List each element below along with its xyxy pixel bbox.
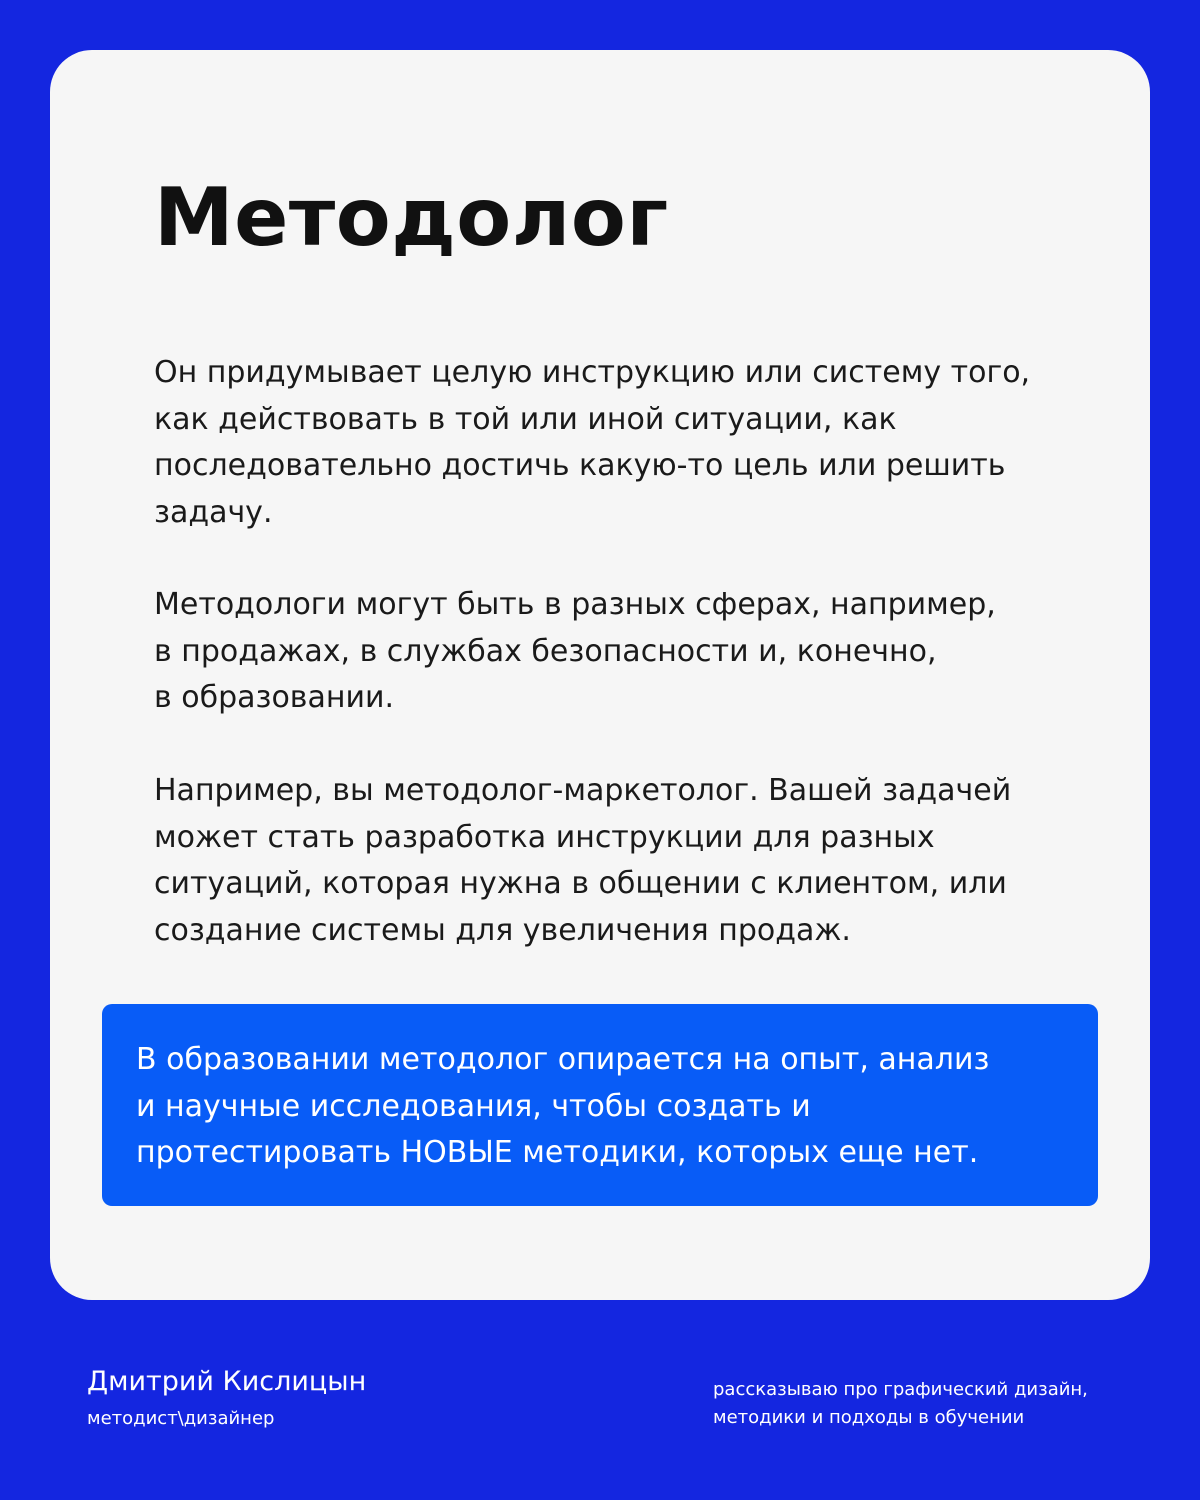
- paragraph-line: Он придумывает целую инструкцию или систему того,: [154, 355, 1031, 390]
- paragraph-line: создание системы для увеличения продаж.: [154, 912, 851, 948]
- author-role: методист\дизайнер: [87, 1408, 275, 1429]
- tagline-line: методики и подходы в обучении: [713, 1407, 1025, 1428]
- footer-tagline: [713, 1376, 1088, 1432]
- paragraph-line: последовательно достичь какую-то цель или решить: [154, 448, 1006, 483]
- paragraph-line: в продажах, в службах безопасности и, конечно,: [154, 633, 937, 669]
- paragraph-line: Методологи могут быть в разных сферах, например,: [154, 587, 996, 622]
- highlight-line: протестировать НОВЫЕ методики, которых еще нет.: [136, 1135, 979, 1170]
- highlight-text: [136, 1037, 989, 1177]
- highlight-line: В образовании методолог опирается на опыт, анализ: [136, 1042, 990, 1077]
- content-card: [50, 50, 1150, 1300]
- paragraph-line: как действовать в той или иной ситуации, как: [154, 401, 897, 437]
- paragraph-line: может стать разработка инструкции для разных: [154, 819, 935, 855]
- paragraph-line: ситуаций, которая нужна в общении с клиентом, или: [154, 866, 1007, 901]
- tagline-line: рассказываю про графический дизайн,: [713, 1379, 1088, 1400]
- paragraph-spheres: [154, 582, 996, 722]
- paragraph-example: [154, 768, 1011, 954]
- highlight-box: [102, 1004, 1098, 1206]
- highlight-line: и научные исследования, чтобы создать и: [136, 1088, 811, 1124]
- paragraph-line: в образовании.: [154, 680, 395, 715]
- paragraph-line: задачу.: [154, 494, 273, 530]
- page-title: Методолог: [154, 171, 669, 264]
- paragraph-definition: [154, 350, 1030, 536]
- author-name: Дмитрий Кислицын: [87, 1366, 367, 1397]
- paragraph-line: Например, вы методолог-маркетолог. Вашей задачей: [154, 773, 1012, 808]
